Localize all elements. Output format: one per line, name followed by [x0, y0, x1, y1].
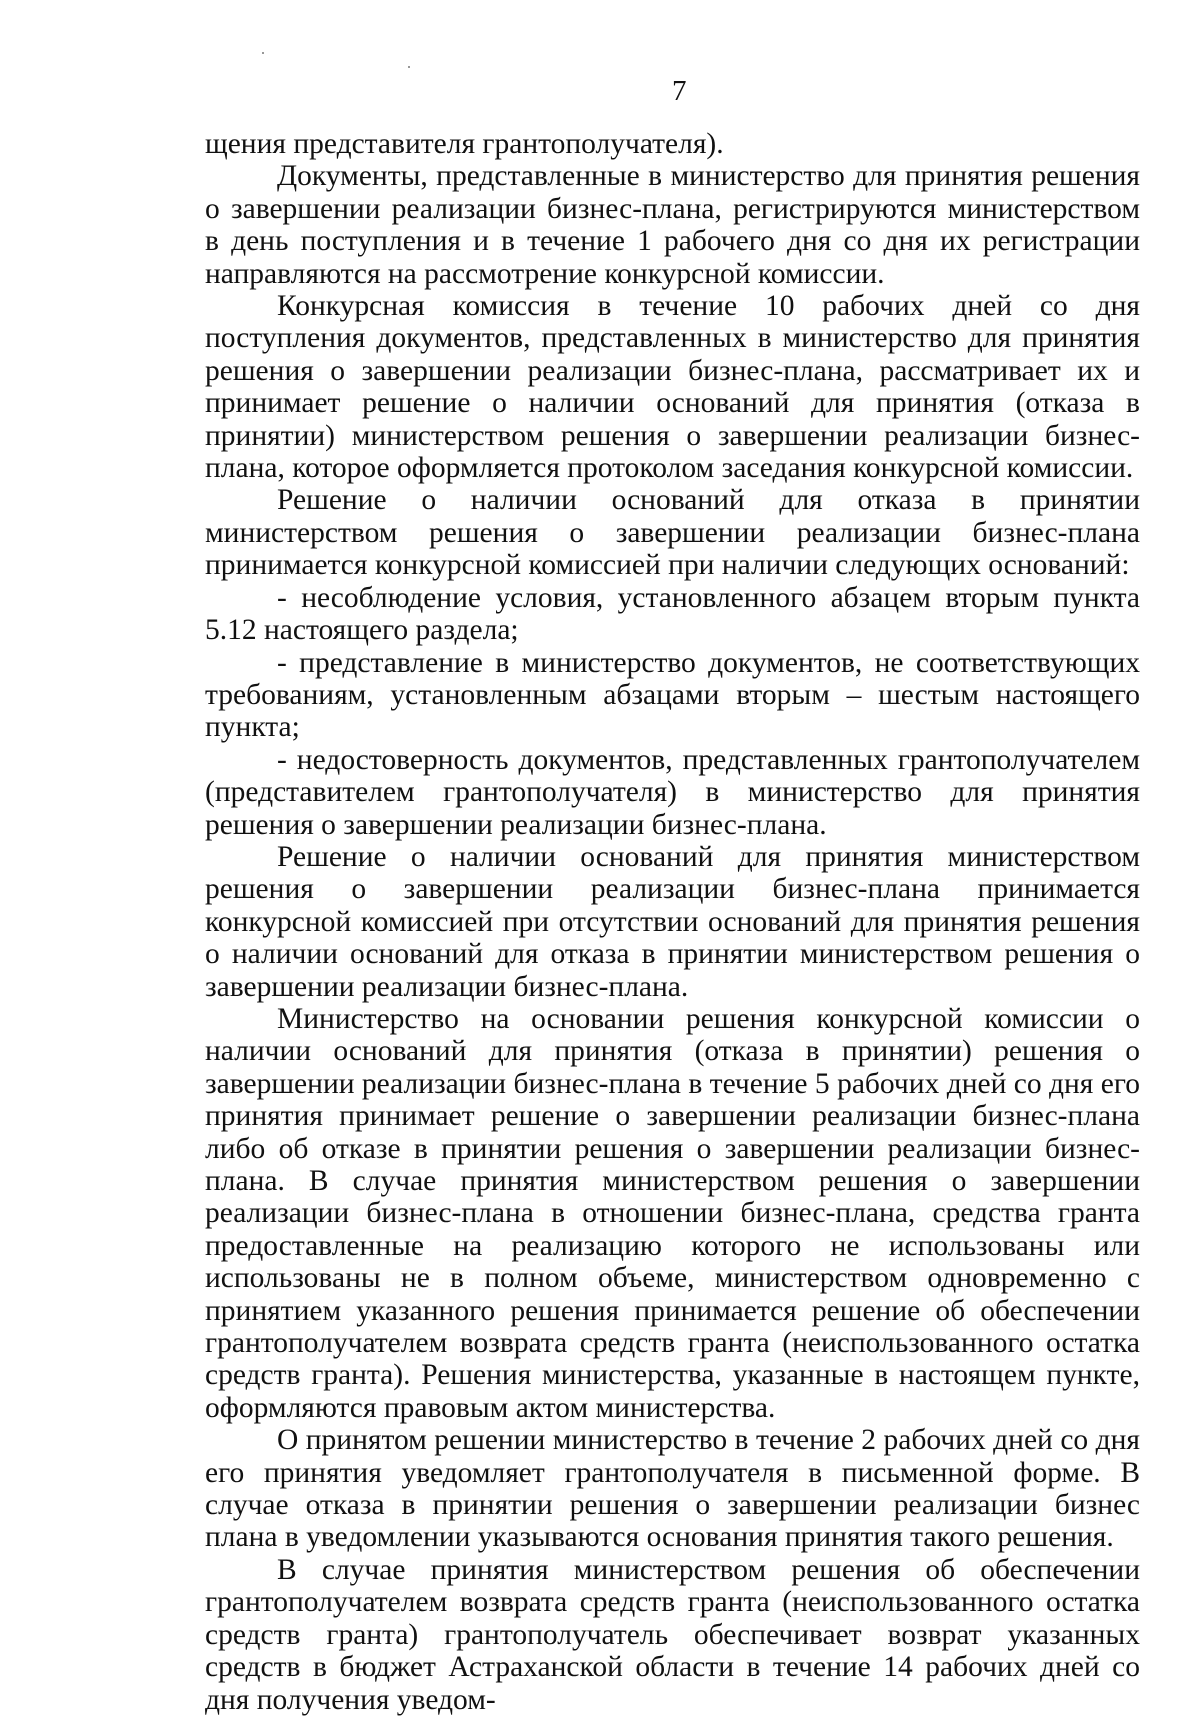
paragraph: В случае принятия министерством решения об обеспечении грантополучателем возврата средств гранта (неиспользованного остатка средств гранта) грантополучатель обеспечивает возврат указанных средств в бюджет Астраханской области в течение 14 рабочих дней со дня получения уведом-	[205, 1553, 1140, 1716]
list-item: - недостоверность документов, представленных грантополучателем (представителем грантополучателя) в министерство для принятия решения о завершении реализации бизнес-плана.	[205, 743, 1140, 841]
paragraph: щения представителя грантополучателя).	[205, 128, 724, 160]
paragraph: Документы, представленные в министерство для принятия решения о завершении реализации бизнес-плана, регистрируются министерством в день поступления и в течение 1 рабочего дня со дня их регистрации направляются на рассмотрение конкурсной комиссии.	[205, 160, 1140, 290]
list-item: - представление в министерство документов, не соответствующих требованиям, установленным абзацами вторым – шестым настоящего пункта;	[205, 646, 1140, 744]
paragraph: О принятом решении министерство в течение 2 рабочих дней со дня его принятия уведомляет грантополучателя в письменной форме. В случае отказа в принятии решения о завершении реализации бизнес плана в уведомлении указываются основания принятия такого решения.	[205, 1424, 1140, 1554]
scan-speck	[262, 52, 264, 54]
paragraph: Решение о наличии оснований для отказа в принятии министерством решения о завершении реализации бизнес-плана принимается конкурсной комиссией при наличии следующих оснований:	[205, 484, 1140, 582]
paragraph: Конкурсная комиссия в течение 10 рабочих дней со дня поступления документов, представленных в министерство для принятия решения о завершении реализации бизнес-плана, рассматривает их и принимает решение о наличии оснований для принятия (отказа в принятии) министерством решения о завершении реализации бизнес-плана, которое оформляется протоколом заседания конкурсной комиссии.	[205, 290, 1140, 485]
page-number: 7	[672, 75, 687, 107]
document-body	[205, 128, 1140, 1716]
paragraph: Министерство на основании решения конкурсной комиссии о наличии оснований для принятия (отказа в принятии) решения о завершении реализации бизнес-плана в течение 5 рабочих дней со дня его принятия принимает решение о завершении реализации бизнес-плана либо об отказе в принятии решения о завершении реализации бизнес-плана. В случае принятия министерством решения о завершении реализации бизнес-плана в отношении бизнес-плана, средства гранта предоставленные на реализацию которого не использованы или использованы не в полном объеме, министерством одновременно с принятием указанного решения принимается решение об обеспечении грантополучателем возврата средств гранта (неиспользованного остатка средств гранта). Решения министерства, указанные в настоящем пункте, оформляются правовым актом министерства.	[205, 1002, 1140, 1424]
paragraph: Решение о наличии оснований для принятия министерством решения о завершении реализации бизнес-плана принимается конкурсной комиссией при отсутствии оснований для принятия решения о наличии оснований для отказа в принятии министерством решения о завершении реализации бизнес-плана.	[205, 840, 1140, 1003]
scan-speck	[408, 66, 410, 68]
list-item: - несоблюдение условия, установленного абзацем вторым пункта 5.12 настоящего раздела;	[205, 581, 1140, 647]
